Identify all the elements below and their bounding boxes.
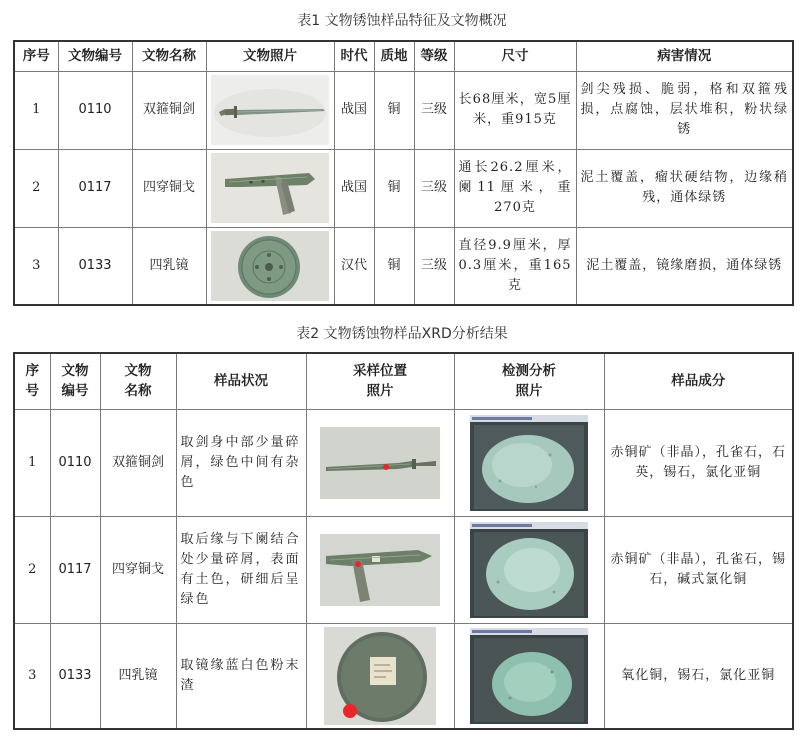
t1-cell-era: 战国 — [334, 149, 374, 227]
t1-cell-era: 汉代 — [334, 227, 374, 305]
sword-sample-location-photo — [320, 427, 440, 499]
t1-cell-id: 0110 — [58, 71, 132, 149]
t1-header-material: 质地 — [374, 41, 414, 71]
t2-cell-id: 0117 — [50, 516, 100, 623]
t1-cell-name: 双箍铜剑 — [132, 71, 206, 149]
t2-header-composition: 样品成分 — [604, 353, 793, 409]
t2-header-analysis-photo — [454, 353, 604, 409]
t1-cell-grade: 三级 — [414, 71, 454, 149]
t2-cell-composition: 赤铜矿（非晶），孔雀石，石英，锡石，氯化亚铜 — [604, 409, 793, 516]
xrd-powder-photo — [470, 415, 588, 511]
bronze-sword-photo — [211, 75, 329, 145]
t2-cell-analysis-photo — [454, 516, 604, 623]
t2-header-analysis-photo-label: 检测分析照片 — [502, 363, 556, 400]
t2-cell-state: 取剑身中部少量碎屑，绿色中间有杂色 — [176, 409, 306, 516]
t2-cell-name: 四乳镜 — [100, 623, 176, 729]
table2-header-row — [14, 353, 793, 409]
t2-cell-id: 0133 — [50, 623, 100, 729]
t2-cell-sample-photo — [306, 409, 454, 516]
t2-cell-no: 2 — [14, 516, 50, 623]
t1-cell-material: 铜 — [374, 227, 414, 305]
bronze-ge-photo — [211, 153, 329, 223]
t1-header-grade: 等级 — [414, 41, 454, 71]
t1-cell-name: 四乳镜 — [132, 227, 206, 305]
table-row — [14, 409, 793, 516]
t1-cell-id: 0133 — [58, 227, 132, 305]
t2-header-no-label: 序号 — [25, 363, 39, 400]
xrd-powder-photo — [470, 522, 588, 618]
t1-cell-photo — [206, 227, 334, 305]
t2-cell-analysis-photo — [454, 623, 604, 729]
table-row — [14, 623, 793, 729]
t1-cell-photo — [206, 71, 334, 149]
table2 — [13, 352, 794, 730]
table-row — [14, 516, 793, 623]
t1-header-era: 时代 — [334, 41, 374, 71]
t2-header-id-label: 文物编号 — [61, 363, 89, 400]
t1-cell-damage: 泥土覆盖，镜缘磨损，通体绿锈 — [576, 227, 793, 305]
mirror-sample-location-photo — [324, 627, 436, 725]
t2-cell-state: 取镜缘蓝白色粉末渣 — [176, 623, 306, 729]
t1-header-no: 序号 — [14, 41, 58, 71]
table-row — [14, 149, 793, 227]
table-row — [14, 227, 793, 305]
t2-header-state: 样品状况 — [176, 353, 306, 409]
t2-cell-composition: 氧化铜，锡石，氯化亚铜 — [604, 623, 793, 729]
t2-header-sample-photo — [306, 353, 454, 409]
t1-cell-no: 3 — [14, 227, 58, 305]
t1-cell-era: 战国 — [334, 71, 374, 149]
t1-cell-size: 通长26.2厘米，阑11厘米，重270克 — [454, 149, 576, 227]
t1-cell-photo — [206, 149, 334, 227]
table1 — [13, 40, 794, 306]
t1-cell-material: 铜 — [374, 149, 414, 227]
t1-cell-material: 铜 — [374, 71, 414, 149]
t1-cell-damage: 剑尖残损、脆弱，格和双箍残损，点腐蚀，层状堆积，粉状绿锈 — [576, 71, 793, 149]
t2-cell-no: 3 — [14, 623, 50, 729]
t1-header-id: 文物编号 — [58, 41, 132, 71]
t2-cell-no: 1 — [14, 409, 50, 516]
t2-cell-sample-photo — [306, 623, 454, 729]
t1-cell-size: 直径9.9厘米，厚0.3厘米，重165克 — [454, 227, 576, 305]
t1-header-size: 尺寸 — [454, 41, 576, 71]
t1-header-damage: 病害情况 — [576, 41, 793, 71]
t1-cell-no: 2 — [14, 149, 58, 227]
t1-header-name: 文物名称 — [132, 41, 206, 71]
t2-cell-composition: 赤铜矿（非晶），孔雀石，锡石，碱式氯化铜 — [604, 516, 793, 623]
t2-cell-state: 取后缘与下阑结合处少量碎屑，表面有土色，研细后呈绿色 — [176, 516, 306, 623]
t2-header-name-label: 文物名称 — [124, 363, 152, 400]
t2-cell-name: 双箍铜剑 — [100, 409, 176, 516]
t2-cell-sample-photo — [306, 516, 454, 623]
t2-header-id — [50, 353, 100, 409]
t1-cell-size: 长68厘米，宽5厘米，重915克 — [454, 71, 576, 149]
t2-header-sample-photo-label: 采样位置照片 — [353, 363, 407, 400]
t2-header-name — [100, 353, 176, 409]
t1-header-photo: 文物照片 — [206, 41, 334, 71]
t2-header-no — [14, 353, 50, 409]
ge-sample-location-photo — [320, 534, 440, 606]
t1-cell-damage: 泥土覆盖，瘤状硬结物，边缘稍残，通体绿锈 — [576, 149, 793, 227]
table-row — [14, 71, 793, 149]
t1-cell-id: 0117 — [58, 149, 132, 227]
t2-cell-name: 四穿铜戈 — [100, 516, 176, 623]
t1-cell-no: 1 — [14, 71, 58, 149]
table1-header-row — [14, 41, 793, 71]
t1-cell-grade: 三级 — [414, 149, 454, 227]
bronze-mirror-photo — [211, 231, 329, 301]
t1-cell-name: 四穿铜戈 — [132, 149, 206, 227]
table2-caption: 表2 文物锈蚀物样品XRD分析结果 — [296, 326, 508, 342]
t2-cell-id: 0110 — [50, 409, 100, 516]
table1-caption: 表1 文物锈蚀样品特征及文物概况 — [297, 13, 507, 29]
xrd-powder-photo — [470, 628, 588, 724]
t1-cell-grade: 三级 — [414, 227, 454, 305]
t2-cell-analysis-photo — [454, 409, 604, 516]
